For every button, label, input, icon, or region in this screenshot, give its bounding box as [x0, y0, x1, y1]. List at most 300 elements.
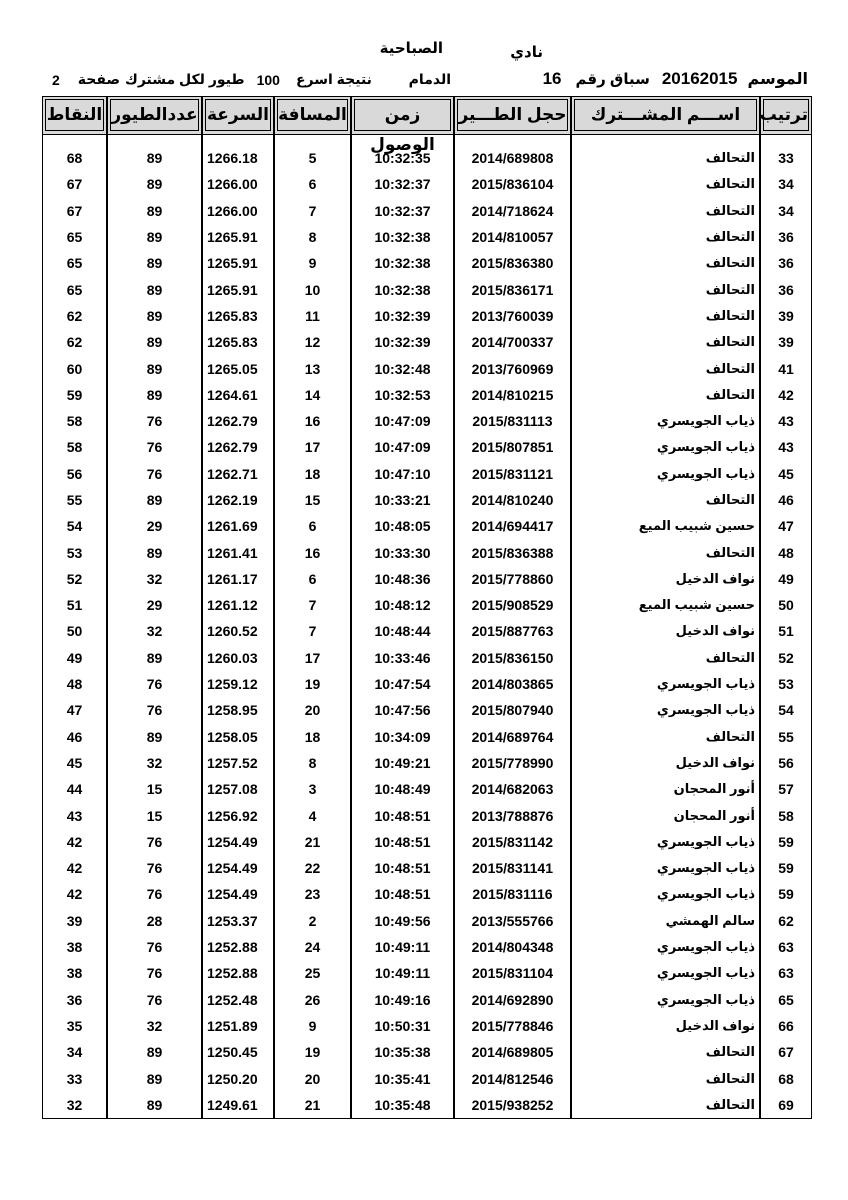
ring-number-cell: 2015/887763 — [454, 618, 571, 644]
speed-cell: 1252.88 — [202, 934, 274, 960]
rank-cell: 69 — [760, 1092, 812, 1119]
arrival-time-cell: 10:32:37 — [351, 171, 454, 197]
table-row — [42, 592, 812, 618]
distance-cell: 25 — [274, 960, 351, 986]
points-cell: 38 — [42, 934, 107, 960]
speed-cell: 1262.71 — [202, 461, 274, 487]
rank-cell: 54 — [760, 697, 812, 723]
points-cell: 34 — [42, 1039, 107, 1065]
result-label: نتيجة اسرع — [295, 71, 372, 87]
rank-cell: 65 — [760, 987, 812, 1013]
ring-number-cell: 2015/778990 — [454, 750, 571, 776]
member-name-cell: ذياب الجويسري — [571, 960, 760, 986]
bird-count-cell: 89 — [107, 1065, 202, 1091]
table-row — [42, 618, 812, 644]
rank-cell: 42 — [760, 382, 812, 408]
member-name-cell: نواف الدخيل — [571, 618, 760, 644]
arrival-time-cell: 10:32:53 — [351, 382, 454, 408]
member-name-cell: التحالف — [571, 250, 760, 276]
rank-cell: 45 — [760, 461, 812, 487]
arrival-time-cell: 10:33:21 — [351, 487, 454, 513]
ring-number-cell: 2014/689805 — [454, 1039, 571, 1065]
arrival-time-cell: 10:34:09 — [351, 724, 454, 750]
bird-count-cell: 89 — [107, 250, 202, 276]
table-row — [42, 198, 812, 224]
speed-cell: 1266.00 — [202, 198, 274, 224]
ring-number-cell: 2015/836171 — [454, 276, 571, 302]
ring-number-cell: 2015/831113 — [454, 408, 571, 434]
rank-cell: 41 — [760, 355, 812, 381]
distance-cell: 6 — [274, 171, 351, 197]
bird-count-cell: 15 — [107, 776, 202, 802]
speed-cell: 1264.61 — [202, 382, 274, 408]
distance-cell: 14 — [274, 382, 351, 408]
rank-cell: 36 — [760, 276, 812, 302]
table-row — [42, 1039, 812, 1065]
page-label: صفحة — [77, 71, 120, 87]
member-name-cell: التحالف — [571, 724, 760, 750]
table-row — [42, 881, 812, 907]
ring-number-cell: 2015/831121 — [454, 461, 571, 487]
bird-count-cell: 76 — [107, 987, 202, 1013]
rank-cell: 52 — [760, 645, 812, 671]
rank-cell: 36 — [760, 224, 812, 250]
points-cell: 32 — [42, 1092, 107, 1119]
distance-cell: 24 — [274, 934, 351, 960]
speed-cell: 1265.83 — [202, 303, 274, 329]
speed-cell: 1261.17 — [202, 566, 274, 592]
speed-cell: 1266.18 — [202, 145, 274, 171]
table-row — [42, 908, 812, 934]
speed-cell: 1265.05 — [202, 355, 274, 381]
table-row — [42, 987, 812, 1013]
member-name-cell: التحالف — [571, 382, 760, 408]
rank-cell: 34 — [760, 198, 812, 224]
rank-cell: 67 — [760, 1039, 812, 1065]
arrival-time-cell: 10:47:54 — [351, 671, 454, 697]
points-cell: 54 — [42, 513, 107, 539]
points-cell: 65 — [42, 250, 107, 276]
points-cell: 62 — [42, 329, 107, 355]
rank-cell: 58 — [760, 802, 812, 828]
speed-cell: 1252.48 — [202, 987, 274, 1013]
bird-count-cell: 89 — [107, 355, 202, 381]
table-row — [42, 539, 812, 565]
birds-per-member-value: 100 — [256, 71, 280, 88]
results-table-body — [42, 135, 812, 1119]
distance-cell: 18 — [274, 461, 351, 487]
table-row — [42, 645, 812, 671]
bird-count-cell: 76 — [107, 829, 202, 855]
arrival-time-cell: 10:48:12 — [351, 592, 454, 618]
points-cell: 43 — [42, 802, 107, 828]
speed-cell: 1260.03 — [202, 645, 274, 671]
distance-cell: 12 — [274, 329, 351, 355]
arrival-time-cell: 10:33:46 — [351, 645, 454, 671]
table-row — [42, 750, 812, 776]
ring-number-cell: 2014/804348 — [454, 934, 571, 960]
distance-cell: 20 — [274, 697, 351, 723]
bird-count-cell: 76 — [107, 934, 202, 960]
rank-cell: 53 — [760, 671, 812, 697]
member-name-cell: ذياب الجويسري — [571, 461, 760, 487]
rank-cell: 55 — [760, 724, 812, 750]
rank-cell: 47 — [760, 513, 812, 539]
table-row — [42, 224, 812, 250]
rank-cell: 56 — [760, 750, 812, 776]
distance-cell: 8 — [274, 750, 351, 776]
bird-count-cell: 32 — [107, 618, 202, 644]
points-cell: 38 — [42, 960, 107, 986]
points-cell: 42 — [42, 881, 107, 907]
ring-number-cell: 2014/810057 — [454, 224, 571, 250]
ring-number-cell: 2015/836150 — [454, 645, 571, 671]
arrival-time-cell: 10:48:51 — [351, 881, 454, 907]
rank-cell: 68 — [760, 1065, 812, 1091]
speed-cell: 1261.12 — [202, 592, 274, 618]
speed-cell: 1258.95 — [202, 697, 274, 723]
bird-count-cell: 89 — [107, 145, 202, 171]
member-name-cell: التحالف — [571, 1065, 760, 1091]
arrival-time-cell: 10:33:30 — [351, 539, 454, 565]
points-cell: 53 — [42, 539, 107, 565]
arrival-time-cell: 10:49:11 — [351, 934, 454, 960]
ring-number-cell: 2014/812546 — [454, 1065, 571, 1091]
points-cell: 51 — [42, 592, 107, 618]
speed-cell: 1260.52 — [202, 618, 274, 644]
distance-cell: 26 — [274, 987, 351, 1013]
member-name-cell: ذياب الجويسري — [571, 855, 760, 881]
arrival-time-cell: 10:48:49 — [351, 776, 454, 802]
table-row — [42, 960, 812, 986]
ring-number-cell: 2014/692890 — [454, 987, 571, 1013]
points-cell: 36 — [42, 987, 107, 1013]
distance-cell: 7 — [274, 618, 351, 644]
speed-cell: 1252.88 — [202, 960, 274, 986]
rank-cell: 66 — [760, 1013, 812, 1039]
points-cell: 42 — [42, 829, 107, 855]
points-cell: 55 — [42, 487, 107, 513]
ring-number-cell: 2015/836380 — [454, 250, 571, 276]
table-row — [42, 329, 812, 355]
col-header-rank: ترتيب — [760, 96, 812, 135]
distance-cell: 3 — [274, 776, 351, 802]
table-row — [42, 1092, 812, 1119]
season-line — [543, 68, 808, 90]
ring-number-cell: 2015/778846 — [454, 1013, 571, 1039]
arrival-time-cell: 10:48:36 — [351, 566, 454, 592]
speed-cell: 1254.49 — [202, 829, 274, 855]
member-name-cell: نواف الدخيل — [571, 566, 760, 592]
speed-cell: 1250.20 — [202, 1065, 274, 1091]
race-number-value: 16 — [542, 69, 562, 88]
bird-count-cell: 76 — [107, 408, 202, 434]
table-row — [42, 1013, 812, 1039]
distance-cell: 9 — [274, 250, 351, 276]
distance-cell: 2 — [274, 908, 351, 934]
rank-cell: 39 — [760, 303, 812, 329]
rank-cell: 62 — [760, 908, 812, 934]
distance-cell: 8 — [274, 224, 351, 250]
ring-number-cell: 2013/555766 — [454, 908, 571, 934]
member-name-cell: حسين شبيب الميع — [571, 513, 760, 539]
season-value: 20162015 — [661, 69, 738, 88]
member-name-cell: أنور المحجان — [571, 776, 760, 802]
points-cell: 58 — [42, 408, 107, 434]
ring-number-cell: 2014/810215 — [454, 382, 571, 408]
birds-per-member-label: طيور لكل مشترك — [124, 71, 245, 87]
rank-cell: 59 — [760, 881, 812, 907]
table-row — [42, 487, 812, 513]
ring-number-cell: 2015/831142 — [454, 829, 571, 855]
bird-count-cell: 28 — [107, 908, 202, 934]
bird-count-cell: 89 — [107, 303, 202, 329]
rank-cell: 59 — [760, 829, 812, 855]
col-header-ring-number: حجل الطـــير — [454, 96, 571, 135]
arrival-time-cell: 10:35:48 — [351, 1092, 454, 1119]
arrival-time-cell: 10:49:21 — [351, 750, 454, 776]
ring-number-cell: 2014/803865 — [454, 671, 571, 697]
ring-number-cell: 2014/700337 — [454, 329, 571, 355]
points-cell: 65 — [42, 224, 107, 250]
bird-count-cell: 89 — [107, 539, 202, 565]
member-name-cell: التحالف — [571, 303, 760, 329]
rank-cell: 43 — [760, 408, 812, 434]
rank-cell: 43 — [760, 434, 812, 460]
speed-cell: 1259.12 — [202, 671, 274, 697]
col-header-arrival-time: زمن الوصول — [351, 96, 454, 135]
speed-cell: 1261.69 — [202, 513, 274, 539]
rank-cell: 63 — [760, 934, 812, 960]
bird-count-cell: 89 — [107, 645, 202, 671]
rank-cell: 59 — [760, 855, 812, 881]
arrival-time-cell: 10:35:38 — [351, 1039, 454, 1065]
arrival-time-cell: 10:48:44 — [351, 618, 454, 644]
distance-cell: 19 — [274, 1039, 351, 1065]
points-cell: 46 — [42, 724, 107, 750]
race-city: الدمام — [408, 71, 451, 87]
member-name-cell: التحالف — [571, 145, 760, 171]
speed-cell: 1262.19 — [202, 487, 274, 513]
arrival-time-cell: 10:49:56 — [351, 908, 454, 934]
distance-cell: 10 — [274, 276, 351, 302]
ring-number-cell: 2015/938252 — [454, 1092, 571, 1119]
member-name-cell: التحالف — [571, 645, 760, 671]
member-name-cell: نواف الدخيل — [571, 750, 760, 776]
distance-cell: 9 — [274, 1013, 351, 1039]
speed-cell: 1257.52 — [202, 750, 274, 776]
ring-number-cell: 2013/760039 — [454, 303, 571, 329]
ring-number-cell: 2015/807940 — [454, 697, 571, 723]
rank-cell: 36 — [760, 250, 812, 276]
member-name-cell: ذياب الجويسري — [571, 697, 760, 723]
bird-count-cell: 89 — [107, 198, 202, 224]
speed-cell: 1258.05 — [202, 724, 274, 750]
bird-count-cell: 89 — [107, 724, 202, 750]
points-cell: 45 — [42, 750, 107, 776]
ring-number-cell: 2015/836388 — [454, 539, 571, 565]
member-name-cell: ذياب الجويسري — [571, 408, 760, 434]
speed-cell: 1265.91 — [202, 224, 274, 250]
bird-count-cell: 89 — [107, 382, 202, 408]
results-table — [42, 96, 812, 1119]
member-name-cell: ذياب الجويسري — [571, 671, 760, 697]
ring-number-cell: 2015/807851 — [454, 434, 571, 460]
member-name-cell: سالم الهمشي — [571, 908, 760, 934]
distance-cell: 11 — [274, 303, 351, 329]
table-row — [42, 303, 812, 329]
table-row — [42, 461, 812, 487]
member-name-cell: التحالف — [571, 1039, 760, 1065]
points-cell: 44 — [42, 776, 107, 802]
arrival-time-cell: 10:48:51 — [351, 855, 454, 881]
col-header-member-name: اســـم المشـــترك — [571, 96, 760, 135]
ring-number-cell: 2015/836104 — [454, 171, 571, 197]
distance-cell: 22 — [274, 855, 351, 881]
bird-count-cell: 89 — [107, 171, 202, 197]
bird-count-cell: 89 — [107, 224, 202, 250]
points-cell: 47 — [42, 697, 107, 723]
bird-count-cell: 76 — [107, 461, 202, 487]
table-row — [42, 171, 812, 197]
ring-number-cell: 2013/788876 — [454, 802, 571, 828]
distance-cell: 6 — [274, 566, 351, 592]
distance-cell: 7 — [274, 198, 351, 224]
table-row — [42, 829, 812, 855]
table-row — [42, 382, 812, 408]
speed-cell: 1254.49 — [202, 881, 274, 907]
bird-count-cell: 15 — [107, 802, 202, 828]
col-header-bird-count: عددالطيور — [107, 96, 202, 135]
arrival-time-cell: 10:48:05 — [351, 513, 454, 539]
col-header-speed: السرعة — [202, 96, 274, 135]
member-name-cell: التحالف — [571, 198, 760, 224]
arrival-time-cell: 10:32:38 — [351, 276, 454, 302]
points-cell: 39 — [42, 908, 107, 934]
bird-count-cell: 76 — [107, 881, 202, 907]
table-row — [42, 1065, 812, 1091]
distance-cell: 17 — [274, 645, 351, 671]
speed-cell: 1262.79 — [202, 434, 274, 460]
bird-count-cell: 76 — [107, 855, 202, 881]
ring-number-cell: 2015/778860 — [454, 566, 571, 592]
distance-cell: 21 — [274, 1092, 351, 1119]
distance-cell: 5 — [274, 145, 351, 171]
points-cell: 56 — [42, 461, 107, 487]
arrival-time-cell: 10:32:37 — [351, 198, 454, 224]
table-row — [42, 408, 812, 434]
member-name-cell: ذياب الجويسري — [571, 987, 760, 1013]
bird-count-cell: 32 — [107, 750, 202, 776]
speed-cell: 1265.91 — [202, 276, 274, 302]
points-cell: 67 — [42, 171, 107, 197]
distance-cell: 17 — [274, 434, 351, 460]
points-cell: 65 — [42, 276, 107, 302]
table-row — [42, 855, 812, 881]
ring-number-cell: 2015/831116 — [454, 881, 571, 907]
arrival-time-cell: 10:47:09 — [351, 434, 454, 460]
page-number: 2 — [52, 71, 60, 88]
distance-cell: 4 — [274, 802, 351, 828]
bird-count-cell: 89 — [107, 487, 202, 513]
arrival-time-cell: 10:48:51 — [351, 829, 454, 855]
points-cell: 67 — [42, 198, 107, 224]
distance-cell: 16 — [274, 408, 351, 434]
speed-cell: 1257.08 — [202, 776, 274, 802]
table-row — [42, 671, 812, 697]
rank-cell: 34 — [760, 171, 812, 197]
bird-count-cell: 76 — [107, 960, 202, 986]
rank-cell: 50 — [760, 592, 812, 618]
speed-cell: 1251.89 — [202, 1013, 274, 1039]
rank-cell: 33 — [760, 145, 812, 171]
speed-cell: 1265.83 — [202, 329, 274, 355]
col-header-distance: المسافة — [274, 96, 351, 135]
member-name-cell: التحالف — [571, 171, 760, 197]
arrival-time-cell: 10:32:39 — [351, 303, 454, 329]
points-cell: 62 — [42, 303, 107, 329]
speed-cell: 1266.00 — [202, 171, 274, 197]
rank-cell: 51 — [760, 618, 812, 644]
arrival-time-cell: 10:47:10 — [351, 461, 454, 487]
rank-cell: 57 — [760, 776, 812, 802]
arrival-time-cell: 10:49:11 — [351, 960, 454, 986]
bird-count-cell: 76 — [107, 434, 202, 460]
arrival-time-cell: 10:32:35 — [351, 145, 454, 171]
bird-count-cell: 32 — [107, 566, 202, 592]
arrival-time-cell: 10:47:09 — [351, 408, 454, 434]
member-name-cell: حسين شبيب الميع — [571, 592, 760, 618]
arrival-time-cell: 10:32:39 — [351, 329, 454, 355]
speed-cell: 1256.92 — [202, 802, 274, 828]
arrival-time-cell: 10:47:56 — [351, 697, 454, 723]
points-cell: 59 — [42, 382, 107, 408]
rank-cell: 63 — [760, 960, 812, 986]
member-name-cell: نواف الدخيل — [571, 1013, 760, 1039]
member-name-cell: التحالف — [571, 487, 760, 513]
member-name-cell: ذياب الجويسري — [571, 434, 760, 460]
distance-cell: 15 — [274, 487, 351, 513]
speed-cell: 1262.79 — [202, 408, 274, 434]
distance-cell: 21 — [274, 829, 351, 855]
table-header-row — [42, 96, 812, 135]
rank-cell: 49 — [760, 566, 812, 592]
ring-number-cell: 2014/694417 — [454, 513, 571, 539]
rank-cell: 48 — [760, 539, 812, 565]
distance-cell: 16 — [274, 539, 351, 565]
bird-count-cell: 29 — [107, 592, 202, 618]
table-row — [42, 355, 812, 381]
member-name-cell: التحالف — [571, 539, 760, 565]
table-row — [42, 513, 812, 539]
table-row — [42, 697, 812, 723]
points-cell: 33 — [42, 1065, 107, 1091]
points-cell: 42 — [42, 855, 107, 881]
distance-cell: 20 — [274, 1065, 351, 1091]
ring-number-cell: 2014/689764 — [454, 724, 571, 750]
points-cell: 58 — [42, 434, 107, 460]
points-cell: 50 — [42, 618, 107, 644]
member-name-cell: التحالف — [571, 329, 760, 355]
table-row — [42, 566, 812, 592]
member-name-cell: التحالف — [571, 355, 760, 381]
table-row — [42, 802, 812, 828]
arrival-time-cell: 10:32:38 — [351, 250, 454, 276]
season-label: الموسم — [747, 71, 808, 88]
arrival-time-cell: 10:50:31 — [351, 1013, 454, 1039]
arrival-time-cell: 10:32:38 — [351, 224, 454, 250]
arrival-time-cell: 10:49:16 — [351, 987, 454, 1013]
